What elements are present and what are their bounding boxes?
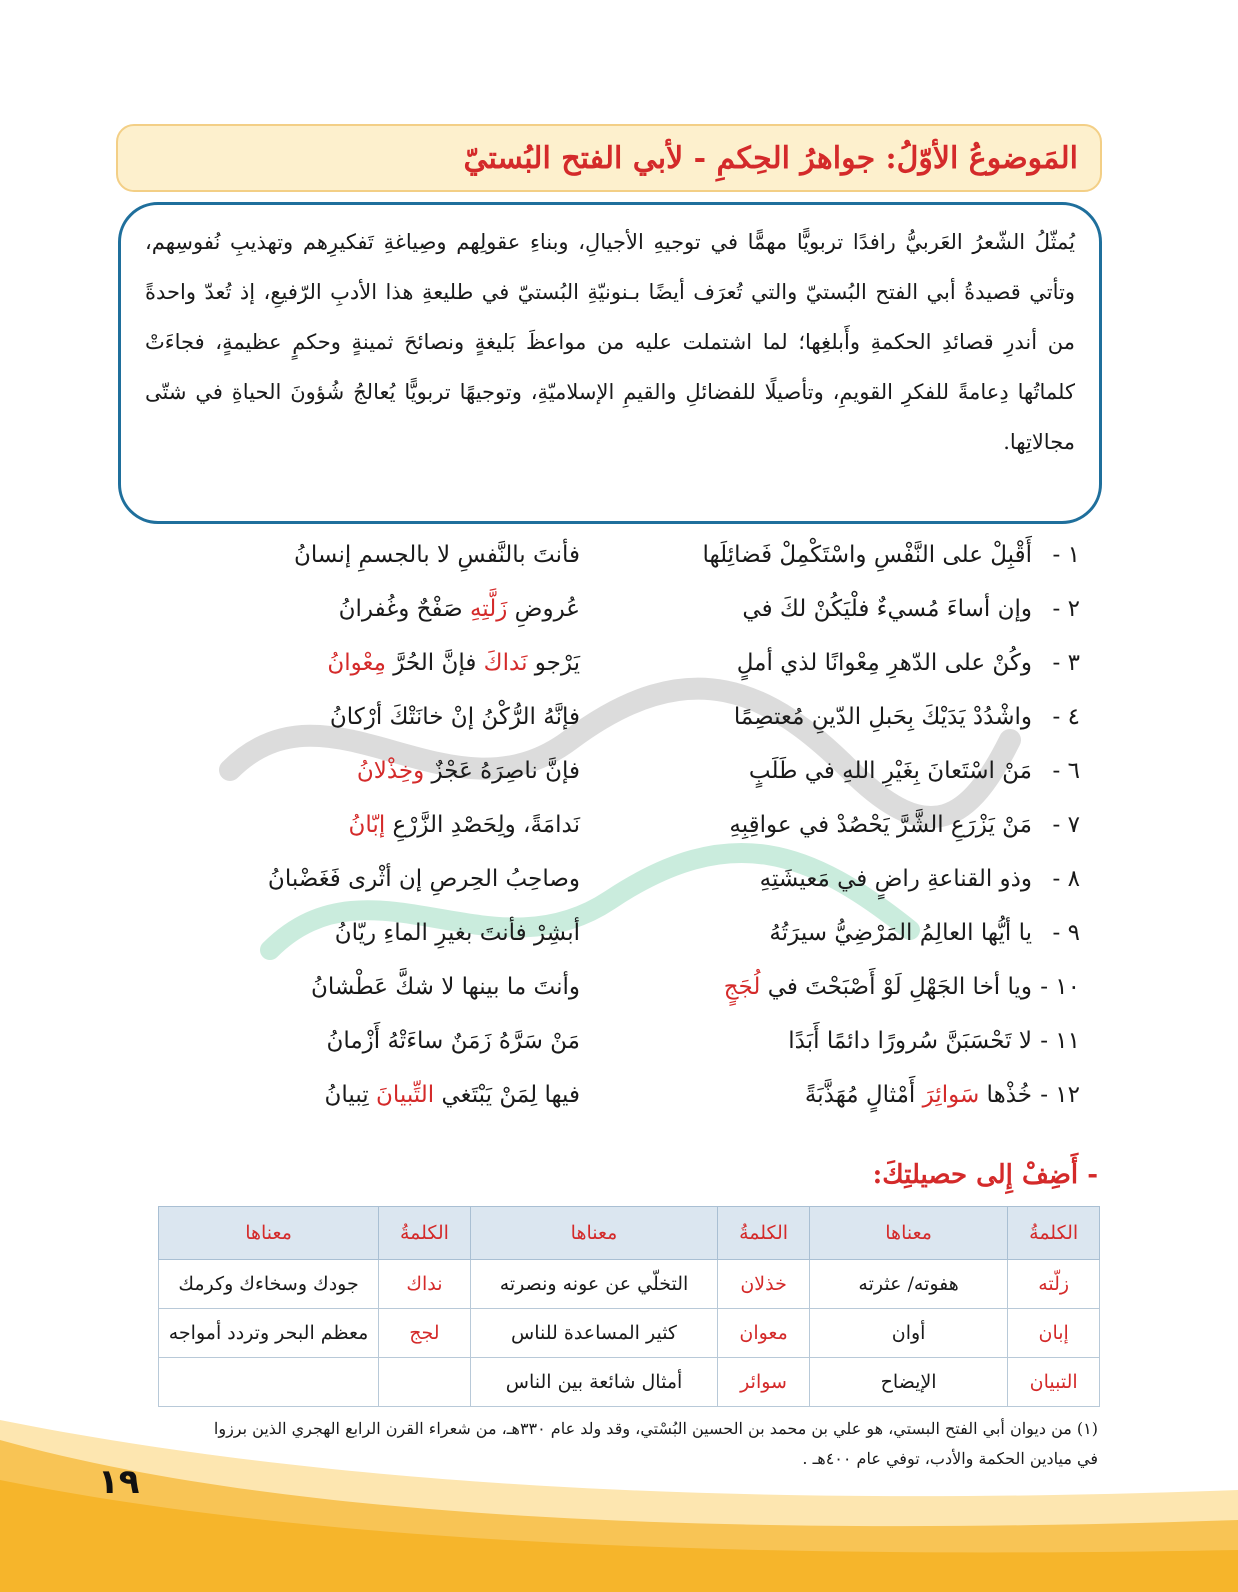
highlighted-word: وخِذْلانُ (356, 758, 425, 784)
vocab-word: إبان (1008, 1309, 1100, 1358)
verse-line (140, 1014, 1080, 1068)
verse-text: أَقْبِلْ على النَّفْسِ واسْتَكْمِلْ فَضائِلَها (702, 542, 1032, 568)
highlighted-word: زَلَّتِهِ (469, 596, 508, 622)
verse-line (140, 1068, 1080, 1122)
vocab-meaning: كثير المساعدة للناس (470, 1309, 717, 1358)
lesson-title: المَوضوعُ الأوّلُ: جواهرُ الحِكمِ - لأبي الفتح البُستيّ (463, 140, 1078, 176)
vocab-row (159, 1309, 1100, 1358)
verse-first-hemistich (640, 1028, 1080, 1054)
verse-text: لا تَحْسَبَنَّ سُرورًا دائمًا أَبَدًا (788, 1028, 1032, 1054)
vocab-word: معوان (718, 1309, 810, 1358)
verse-second-hemistich (140, 866, 580, 892)
vocab-header-word: الكلمةُ (379, 1207, 471, 1260)
verse-second-hemistich (140, 920, 580, 946)
vocab-meaning: أمثال شائعة بين الناس (470, 1358, 717, 1407)
verse-first-hemistich (640, 974, 1080, 1000)
vocab-header-row (159, 1207, 1100, 1260)
verse-text: مَنْ اسْتَعانَ بِغَيْرِ اللهِ في طَلَبٍ (748, 758, 1032, 784)
verse-number: ٣ - (1052, 650, 1080, 676)
verse-first-hemistich (640, 1082, 1080, 1108)
verse-second-hemistich (140, 542, 580, 568)
verse-text: فأنتَ بالنَّفسِ لا بالجسمِ إنسانُ (294, 542, 580, 568)
verse-line (140, 798, 1080, 852)
vocab-word: زلّته (1008, 1260, 1100, 1309)
lesson-title-banner (116, 124, 1102, 192)
highlighted-word: نَداكَ (483, 650, 528, 676)
verse-first-hemistich (640, 920, 1080, 946)
verse-number: ٩ - (1052, 920, 1080, 946)
verse-first-hemistich (640, 596, 1080, 622)
vocab-word: التبيان (1008, 1358, 1100, 1407)
verse-number: ٦ - (1052, 758, 1080, 784)
verse-first-hemistich (640, 758, 1080, 784)
highlighted-word: لُجَجٍ (723, 974, 761, 1000)
verse-text: مَنْ يَزْرَعِ الشَّرَّ يَحْصُدْ في عواقِبِهِ (729, 812, 1032, 838)
vocab-meaning: هفوته/ عثرته (809, 1260, 1007, 1309)
verse-text: ويا أخا الجَهْلِ لَوْ أَصْبَحْتَ في (760, 974, 1032, 1000)
verse-text: نَدامَةً، ولِحَصْدِ الزَّرْعِ (385, 812, 580, 838)
vocab-word: لجج (379, 1309, 471, 1358)
vocab-word: نداك (379, 1260, 471, 1309)
footnote-line-1: (١) من ديوان أبي الفتح البستي، هو علي بن محمد بن الحسين البُسْتي، وقد ولد عام ٣٣٠هـ، من شعراء القرن الرابع الهجري الذين برزوا (213, 1419, 1098, 1438)
verse-text: فيها لِمَنْ يَبْتَغي (434, 1082, 580, 1108)
vocab-header-word: الكلمةُ (718, 1207, 810, 1260)
vocab-word: خذلان (718, 1260, 810, 1309)
verse-number: ٤ - (1052, 704, 1080, 730)
vocab-meaning (159, 1358, 379, 1407)
verse-text: أبشِرْ فأنتَ بغيرِ الماءِ ريّانُ (334, 920, 580, 946)
verse-text: وذو القناعةِ راضٍ في مَعيشَتِهِ (759, 866, 1032, 892)
vocab-header-meaning: معناها (470, 1207, 717, 1260)
verse-line (140, 852, 1080, 906)
verse-text: وإن أساءَ مُسيءٌ فلْيَكُنْ لكَ في (742, 596, 1032, 622)
verse-line (140, 690, 1080, 744)
verse-text: تِبيانُ (324, 1082, 377, 1108)
highlighted-word: إبّانُ (348, 812, 386, 838)
verse-text: فإنَّهُ الرُّكْنُ إنْ خانَتْكَ أرْكانُ (329, 704, 580, 730)
vocab-word: سوائر (718, 1358, 810, 1407)
verse-number: ١١ - (1040, 1028, 1080, 1054)
verse-first-hemistich (640, 542, 1080, 568)
verse-text: وكُنْ على الدّهرِ مِعْوانًا لذي أملٍ (736, 650, 1032, 676)
verse-text: فإنَّ ناصِرَهُ عَجْزٌ (424, 758, 580, 784)
vocab-header-meaning: معناها (809, 1207, 1007, 1260)
poem (140, 528, 1080, 1122)
verse-text: وأنتَ ما بينها لا شكَّ عَطْشانُ (310, 974, 580, 1000)
vocab-meaning: جودك وسخاءك وكرمك (159, 1260, 379, 1309)
verse-second-hemistich (140, 650, 580, 676)
verse-second-hemistich (140, 704, 580, 730)
verse-second-hemistich (140, 596, 580, 622)
vocab-table (158, 1206, 1100, 1407)
verse-first-hemistich (640, 704, 1080, 730)
verse-number: ٢ - (1052, 596, 1080, 622)
verse-text: واشْدُدْ يَدَيْكَ بِحَبلِ الدّينِ مُعتصِمًا (733, 704, 1032, 730)
verse-second-hemistich (140, 1028, 580, 1054)
footnote (108, 1414, 1098, 1474)
verse-number: ٧ - (1052, 812, 1080, 838)
highlighted-word: سَوائِرَ (922, 1082, 980, 1108)
intro-paragraph-box (118, 202, 1102, 524)
verse-text: مَنْ سَرَّهُ زَمَنٌ ساءَتْهُ أَزْمانُ (326, 1028, 580, 1054)
verse-line (140, 582, 1080, 636)
verse-text: وصاحِبُ الحِرصِ إن أثْرى فَغَضْبانُ (267, 866, 580, 892)
vocab-meaning: التخلّي عن عونه ونصرته (470, 1260, 717, 1309)
verse-second-hemistich (140, 1082, 580, 1108)
vocab-header-meaning: معناها (159, 1207, 379, 1260)
verse-second-hemistich (140, 758, 580, 784)
verse-line (140, 528, 1080, 582)
vocab-meaning: الإيضاح (809, 1358, 1007, 1407)
vocab-row (159, 1260, 1100, 1309)
verse-text: يَرْجو (527, 650, 580, 676)
vocab-row (159, 1358, 1100, 1407)
vocab-word (379, 1358, 471, 1407)
highlighted-word: التِّبيانَ (376, 1082, 435, 1108)
vocab-meaning: معظم البحر وتردد أمواجه (159, 1309, 379, 1358)
verse-line (140, 906, 1080, 960)
verse-number: ٨ - (1052, 866, 1080, 892)
verse-number: ١ - (1052, 542, 1080, 568)
verse-text: أَمْثالٍ مُهَذَّبَةً (804, 1082, 923, 1108)
verse-second-hemistich (140, 974, 580, 1000)
verse-text: صَفْحٌ وغُفرانُ (338, 596, 470, 622)
verse-second-hemistich (140, 812, 580, 838)
verse-line (140, 744, 1080, 798)
footnote-line-2: في ميادين الحكمة والأدب، توفي عام ٤٠٠هـ . (802, 1449, 1098, 1468)
vocab-heading: - أَضِفْ إِلى حصيلتِكَ: (872, 1160, 1098, 1190)
verse-text: خُذْها (979, 1082, 1032, 1108)
verse-text: عُروضِ (507, 596, 580, 622)
verse-line (140, 960, 1080, 1014)
verse-text: فإنَّ الحُرَّ (385, 650, 484, 676)
highlighted-word: مِعْوانُ (327, 650, 386, 676)
vocab-header-word: الكلمةُ (1008, 1207, 1100, 1260)
verse-number: ١٠ - (1040, 974, 1080, 1000)
page-number: ١٩ (98, 1462, 140, 1502)
verse-text: يا أيُّها العالِمُ المَرْضِيُّ سيرَتُهُ (769, 920, 1032, 946)
vocab-meaning: أوان (809, 1309, 1007, 1358)
verse-first-hemistich (640, 866, 1080, 892)
intro-paragraph: يُمثّلُ الشّعرُ العَربيُّ رافدًا تربويًّا مهمًّا في توجيهِ الأجيالِ، وبناءِ عقولِهم وصِياغةِ تَفكيرِهم وتهذيبِ نُفوسِهم، وتأتي قصيدةُ أبي الفتح البُستيّ والتي تُعرَف أيضًا بـنونيّةِ البُستيّ في طليعةِ هذا الأدبِ الرّفيعِ، إذ تُعدّ واحدةً من أندرِ قصائدِ الحكمةِ وأَبلغِها؛ لما اشتملت عليه من مواعظَ بَليغةٍ ونصائحَ ثمينةٍ وحكمٍ عظيمةٍ، فجاءَتْ كلماتُها دِعامةً للفكرِ القويمِ، وتأصيلًا للفضائلِ والقيمِ الإسلاميّةِ، وتوجيهًا تربويًّا يُعالجُ شُؤونَ الحياةِ في شتّى مجالاتِها. (145, 230, 1075, 454)
verse-line (140, 636, 1080, 690)
verse-first-hemistich (640, 812, 1080, 838)
verse-number: ١٢ - (1040, 1082, 1080, 1108)
verse-first-hemistich (640, 650, 1080, 676)
